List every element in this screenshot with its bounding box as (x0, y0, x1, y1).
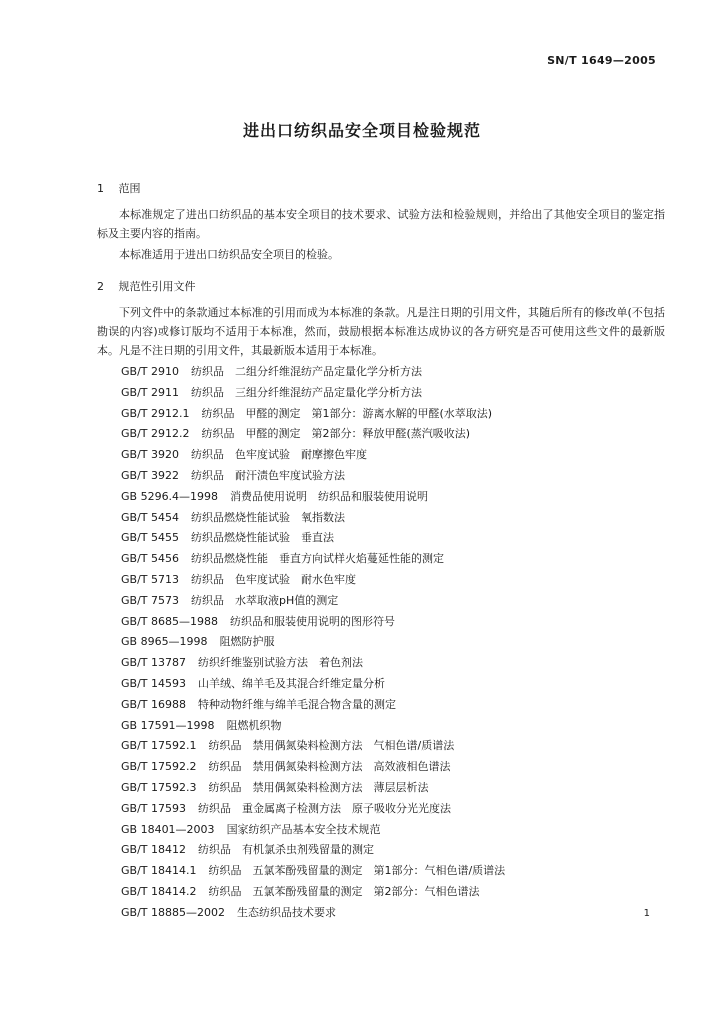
reference-title: 纺织品 甲醛的测定 第1部分：游离水解的甲醛(水萃取法) (201, 406, 493, 420)
reference-code: GB/T 3922 (121, 468, 179, 482)
reference-item (121, 466, 505, 487)
reference-code: GB/T 2912.1 (121, 406, 190, 420)
reference-title: 纺织品 有机氯杀虫剂残留量的测定 (198, 843, 374, 857)
reference-item (121, 882, 505, 903)
section-1-number: 1 (97, 182, 104, 195)
reference-code: GB/T 14593 (121, 676, 186, 690)
reference-title: 纺织品 色牢度试验 耐水色牢度 (191, 572, 356, 586)
section-1-paragraph-1: 本标准规定了进出口纺织品的基本安全项目的技术要求、试验方法和检验规则，并给出了其他安全项目的鉴定指标及主要内容的指南。 (97, 208, 665, 240)
reference-code: GB 5296.4—1998 (121, 489, 219, 503)
reference-item (121, 445, 505, 466)
reference-code: GB 17591—1998 (121, 718, 215, 732)
reference-title: 纺织品 色牢度试验 耐摩擦色牢度 (191, 448, 367, 462)
standard-code: SN/T 1649—2005 (547, 54, 656, 67)
reference-title: 消费品使用说明 纺织品和服装使用说明 (230, 489, 429, 503)
reference-code: GB/T 2910 (121, 365, 179, 378)
reference-item (121, 820, 505, 841)
reference-code: GB/T 5454 (121, 510, 179, 524)
reference-title: 纺织品 禁用偶氮染料检测方法 气相色谱/质谱法 (208, 739, 455, 753)
reference-item (121, 508, 505, 529)
reference-code: GB/T 18414.2 (121, 884, 197, 898)
section-2-paragraph-1: 下列文件中的条款通过本标准的引用而成为本标准的条款。凡是注日期的引用文件，其随后所有的修改单(不包括勘误的内容)或修订版均不适用于本标准，然而，鼓励根据本标准达成协议的各方研究是否可使用这些文件的最新版本。凡是不注日期的引用文件，其最新版本适用于本标准。 (97, 306, 665, 357)
reference-title: 山羊绒、绵羊毛及其混合纤维定量分析 (198, 676, 385, 690)
reference-code: GB/T 17593 (121, 801, 186, 815)
reference-item (121, 757, 505, 778)
reference-title: 纺织品 二组分纤维混纺产品定量化学分析方法 (191, 365, 422, 378)
reference-title: 国家纺织产品基本安全技术规范 (226, 822, 381, 836)
reference-item (121, 528, 505, 549)
section-1-heading (97, 180, 141, 196)
reference-title: 阻燃防护服 (219, 635, 275, 649)
reference-title: 阻燃机织物 (226, 718, 282, 732)
reference-title: 纺织品 耐汗渍色牢度试验方法 (191, 468, 345, 482)
reference-code: GB/T 17592.3 (121, 780, 197, 794)
reference-code: GB/T 18414.1 (121, 864, 197, 878)
reference-title: 纺织品 五氯苯酚残留量的测定 第1部分：气相色谱/质谱法 (208, 864, 506, 878)
section-2-heading (97, 278, 196, 294)
reference-code: GB/T 5455 (121, 531, 179, 545)
section-2-title: 规范性引用文件 (118, 280, 196, 293)
reference-item (121, 695, 505, 716)
reference-code: GB/T 18885—2002 (121, 905, 225, 919)
section-2-number: 2 (97, 280, 104, 293)
reference-title: 纺织品 重金属离子检测方法 原子吸收分光光度法 (198, 801, 451, 815)
reference-item (121, 799, 505, 820)
reference-item (121, 674, 505, 695)
reference-item (121, 487, 505, 508)
reference-item (121, 612, 505, 633)
reference-code: GB/T 16988 (121, 697, 186, 711)
section-1-title: 范围 (118, 182, 141, 195)
reference-item (121, 404, 505, 425)
section-1-paragraph-2: 本标准适用于进出口纺织品安全项目的检验。 (119, 248, 339, 261)
reference-title: 特种动物纤维与绵羊毛混合物含量的测定 (198, 697, 396, 711)
reference-item (121, 591, 505, 612)
reference-item (121, 778, 505, 799)
reference-item (121, 570, 505, 591)
reference-code: GB/T 2912.2 (121, 427, 190, 441)
reference-item (121, 653, 505, 674)
reference-code: GB/T 17592.2 (121, 760, 197, 774)
document-title: 进出口纺织品安全项目检验规范 (242, 121, 481, 140)
reference-code: GB/T 17592.1 (121, 739, 197, 753)
reference-code: GB/T 18412 (121, 843, 186, 857)
reference-item (121, 840, 505, 861)
reference-title: 纺织品和服装使用说明的图形符号 (229, 614, 395, 628)
reference-title: 纺织品 五氯苯酚残留量的测定 第2部分：气相色谱法 (208, 884, 480, 898)
reference-title: 纺织品 甲醛的测定 第2部分：释放甲醛(蒸汽吸收法) (201, 427, 471, 441)
normative-references-list (121, 362, 505, 924)
reference-item (121, 383, 505, 404)
reference-code: GB/T 5713 (121, 572, 179, 586)
page-number: 1 (643, 908, 650, 919)
reference-code: GB/T 2911 (121, 385, 179, 399)
reference-title: 生态纺织品技术要求 (236, 905, 336, 919)
reference-code: GB 8965—1998 (121, 635, 208, 649)
reference-item (121, 716, 505, 737)
reference-code: GB/T 5456 (121, 552, 179, 566)
reference-item (121, 632, 505, 653)
reference-item (121, 362, 505, 383)
reference-title: 纺织品 水萃取液pH值的测定 (191, 593, 339, 607)
reference-title: 纺织纤维鉴别试验方法 着色剂法 (198, 656, 363, 670)
reference-item (121, 549, 505, 570)
reference-item (121, 861, 505, 882)
reference-title: 纺织品 三组分纤维混纺产品定量化学分析方法 (191, 385, 422, 399)
reference-item (121, 424, 505, 445)
reference-title: 纺织品燃烧性能试验 氧指数法 (191, 510, 345, 524)
reference-code: GB/T 8685—1988 (121, 614, 218, 628)
reference-code: GB/T 13787 (121, 656, 186, 670)
reference-title: 纺织品 禁用偶氮染料检测方法 薄层层析法 (208, 780, 429, 794)
reference-item (121, 736, 505, 757)
reference-title: 纺织品 禁用偶氮染料检测方法 高效液相色谱法 (208, 760, 451, 774)
reference-title: 纺织品燃烧性能试验 垂直法 (191, 531, 334, 545)
reference-title: 纺织品燃烧性能 垂直方向试样火焰蔓延性能的测定 (191, 552, 444, 566)
reference-code: GB/T 3920 (121, 448, 179, 462)
reference-item (121, 903, 505, 924)
reference-code: GB/T 7573 (121, 593, 179, 607)
reference-code: GB 18401—2003 (121, 822, 215, 836)
